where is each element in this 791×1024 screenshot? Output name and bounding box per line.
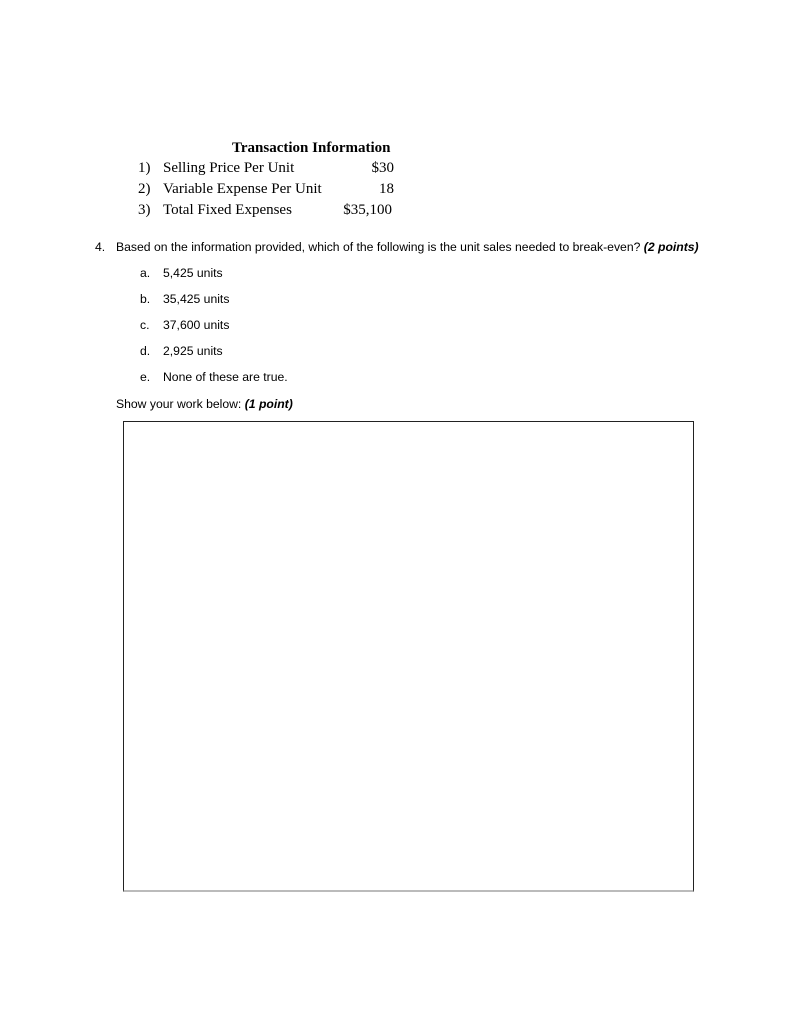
option-letter: b. — [140, 292, 151, 306]
transaction-row — [138, 202, 398, 222]
option-text: 35,425 units — [163, 292, 230, 306]
show-work-label — [116, 397, 293, 411]
show-work-points: (1 point) — [244, 397, 293, 411]
question-text: Based on the information provided, which of the following is the unit sales needed to break-even? — [116, 240, 641, 254]
option-letter: a. — [140, 266, 151, 280]
option-letter: d. — [140, 344, 151, 358]
row-number: 1) — [138, 160, 151, 176]
transaction-info-title: Transaction Information — [232, 140, 391, 156]
transaction-row — [138, 160, 398, 180]
row-number: 3) — [138, 202, 151, 218]
option-text: 37,600 units — [163, 318, 230, 332]
option-text: None of these are true. — [163, 370, 288, 384]
row-value: 18 — [379, 181, 394, 197]
show-work-text: Show your work below: — [116, 397, 242, 411]
question-number: 4. — [95, 240, 106, 254]
row-label: Total Fixed Expenses — [163, 202, 292, 218]
question-points: (2 points) — [643, 240, 699, 254]
option-letter: e. — [140, 370, 151, 384]
row-value: $35,100 — [343, 202, 392, 218]
row-value: $30 — [371, 160, 394, 176]
question-text-wrap — [116, 240, 699, 254]
row-label: Variable Expense Per Unit — [163, 181, 322, 197]
row-label: Selling Price Per Unit — [163, 160, 295, 176]
option-text: 5,425 units — [163, 266, 223, 280]
option-text: 2,925 units — [163, 344, 223, 358]
transaction-row — [138, 181, 398, 201]
row-number: 2) — [138, 181, 151, 197]
option-letter: c. — [140, 318, 150, 332]
work-answer-box[interactable] — [123, 421, 694, 892]
